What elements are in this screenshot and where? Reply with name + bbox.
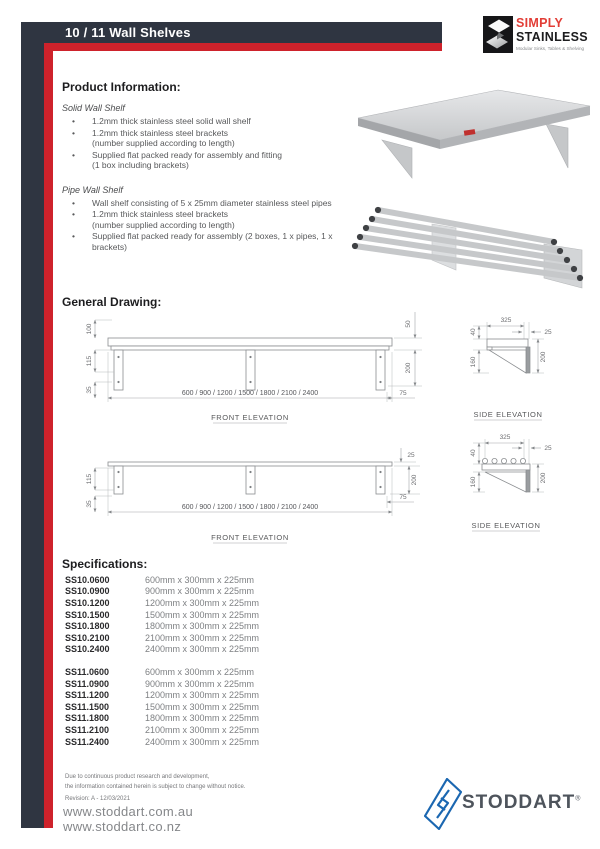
list-item [62, 128, 362, 149]
dim-label-100: 100 [86, 323, 93, 335]
product-size: 2100mm x 300mm x 225mm [145, 632, 260, 643]
solid-shelf-bullets [62, 116, 362, 171]
disclaimer-line2: the information contained herein is subject to change without notice. [65, 783, 246, 790]
product-size: 600mm x 300mm x 225mm [145, 666, 255, 677]
bullet-text: Wall shelf consisting of 5 x 25mm diameter stainless steel pipes [92, 197, 332, 208]
pipe-shelf-subheading: Pipe Wall Shelf [62, 184, 123, 195]
left-red-bar [44, 43, 53, 828]
list-item [62, 116, 362, 127]
dim-label-200: 200 [540, 472, 547, 484]
general-drawing-heading: General Drawing: [62, 295, 162, 309]
list-item [62, 150, 362, 171]
disclaimer-text [65, 773, 245, 792]
stoddart-logo-text [462, 792, 581, 814]
table-row [65, 678, 259, 690]
product-information-section [62, 80, 362, 253]
specifications-heading: Specifications: [62, 557, 148, 571]
side-elevation-label: SIDE ELEVATION [473, 410, 543, 419]
product-size: 1800mm x 300mm x 225mm [145, 713, 260, 724]
stoddart-logo-icon [424, 778, 462, 830]
product-size: 900mm x 300mm x 225mm [145, 586, 255, 597]
table-row [65, 586, 259, 598]
dim-label-25: 25 [544, 329, 552, 336]
bullet-text: Supplied flat packed ready for assembly (2 boxes, 1 x pipes, 1 x [92, 231, 333, 241]
revision-text: Revision: A - 12/03/2021 [65, 796, 131, 802]
dim-label-25: 25 [544, 445, 552, 452]
bullet-text-cont: (1 box including brackets) [92, 160, 189, 170]
dim-label-40: 40 [470, 328, 477, 336]
bullet-text: 1.2mm thick stainless steel brackets [92, 127, 229, 138]
dim-label-160: 160 [470, 356, 477, 368]
product-size: 1500mm x 300mm x 225mm [145, 609, 260, 620]
length-options-label: 600 / 900 / 1200 / 1500 / 1800 / 2100 / 2400 [181, 504, 319, 511]
registered-trademark-mark: ® [575, 795, 582, 803]
product-code: SS10.2100 [65, 632, 110, 643]
product-code: SS10.1200 [65, 597, 110, 608]
product-code: SS11.1200 [65, 690, 110, 701]
specifications-table [65, 574, 259, 747]
table-row [65, 609, 259, 621]
front-elevation-label: FRONT ELEVATION [211, 533, 289, 542]
product-size: 600mm x 300mm x 225mm [145, 574, 255, 585]
table-row [65, 701, 259, 713]
left-dark-bar [21, 22, 44, 828]
dim-label-40: 40 [470, 449, 477, 457]
header-red-accent [44, 43, 442, 51]
length-options-label: 600 / 900 / 1200 / 1500 / 1800 / 2100 / 2400 [181, 390, 319, 397]
dim-label-75: 75 [399, 390, 407, 397]
dim-label-35: 35 [86, 386, 93, 394]
dim-label-200: 200 [411, 474, 418, 486]
solid-shelf-front-elevation-drawing [58, 308, 458, 430]
disclaimer-line1: Due to continuous product research and development, [65, 774, 210, 780]
solid-shelf-side-elevation-drawing [460, 308, 598, 430]
table-row [65, 713, 259, 725]
product-code: SS11.2400 [65, 736, 110, 747]
product-code: SS10.0900 [65, 586, 110, 597]
pipe-shelf-bullets [62, 198, 362, 253]
dim-label-115: 115 [86, 473, 93, 485]
product-code: SS10.1800 [65, 621, 110, 632]
product-size: 2400mm x 300mm x 225mm [145, 736, 260, 747]
product-size: 1200mm x 300mm x 225mm [145, 597, 260, 608]
table-row [65, 666, 259, 678]
table-row [65, 736, 259, 748]
product-code: SS11.0900 [65, 678, 110, 689]
pipe-wall-shelf-photo [348, 190, 596, 292]
list-item [62, 209, 362, 230]
dim-label-160: 160 [470, 476, 477, 488]
bullet-text-cont: (number supplied according to length) [92, 138, 235, 148]
dim-label-200: 200 [405, 362, 412, 374]
dim-label-35: 35 [86, 500, 93, 508]
website-link-au[interactable]: www.stoddart.com.au [63, 804, 193, 819]
dim-label-115: 115 [86, 355, 93, 367]
product-size: 2400mm x 300mm x 225mm [145, 644, 260, 655]
dim-label-325: 325 [500, 317, 512, 324]
table-group-gap [65, 655, 259, 666]
dim-label-200: 200 [540, 351, 547, 363]
product-size: 2100mm x 300mm x 225mm [145, 724, 260, 735]
pipe-shelf-side-elevation-drawing [460, 432, 598, 552]
brand-stainless-text: STAINLESS [516, 30, 588, 44]
bullet-text: Supplied flat packed ready for assembly and fitting [92, 149, 282, 160]
table-row [65, 689, 259, 701]
page-title: 10 / 11 Wall Shelves [65, 25, 191, 40]
dim-label-50: 50 [405, 320, 412, 328]
product-size: 1200mm x 300mm x 225mm [145, 690, 260, 701]
table-row [65, 644, 259, 656]
product-code: SS10.2400 [65, 644, 110, 655]
list-item [62, 198, 362, 209]
solid-shelf-subheading: Solid Wall Shelf [62, 103, 125, 113]
product-size: 1500mm x 300mm x 225mm [145, 701, 260, 712]
product-code: SS10.0600 [65, 574, 110, 585]
pipe-shelf-front-elevation-drawing [58, 438, 458, 550]
product-code: SS11.1800 [65, 713, 110, 724]
brand-tagline: Modular Sinks, Tables & Shelving [516, 46, 585, 51]
solid-wall-shelf-photo [348, 82, 596, 184]
bullet-text: 1.2mm thick stainless steel solid wall shelf [92, 116, 251, 126]
stoddart-wordmark: STODDART [462, 792, 576, 813]
bullet-text-cont: (number supplied according to length) [92, 219, 235, 230]
table-row [65, 724, 259, 736]
table-row [65, 620, 259, 632]
list-item [62, 231, 362, 252]
product-size: 1800mm x 300mm x 225mm [145, 621, 260, 632]
simply-stainless-logo-icon [483, 16, 513, 53]
website-link-nz[interactable]: www.stoddart.co.nz [63, 819, 182, 834]
product-size: 900mm x 300mm x 225mm [145, 678, 255, 689]
dim-label-325: 325 [499, 434, 511, 441]
product-code: SS11.2100 [65, 724, 110, 735]
bullet-text-cont: brackets) [92, 241, 127, 252]
dim-label-75: 75 [399, 494, 407, 501]
front-elevation-label: FRONT ELEVATION [211, 413, 289, 422]
product-code: SS11.1500 [65, 701, 110, 712]
table-row [65, 574, 259, 586]
product-information-heading: Product Information: [62, 80, 181, 94]
bullet-text: 1.2mm thick stainless steel brackets [92, 209, 229, 219]
side-elevation-label: SIDE ELEVATION [471, 521, 541, 530]
table-row [65, 632, 259, 644]
brand-simply-text: SIMPLY [516, 16, 564, 30]
product-code: SS10.1500 [65, 609, 110, 620]
table-row [65, 597, 259, 609]
product-code: SS11.0600 [65, 666, 110, 677]
dim-label-25: 25 [407, 452, 415, 459]
